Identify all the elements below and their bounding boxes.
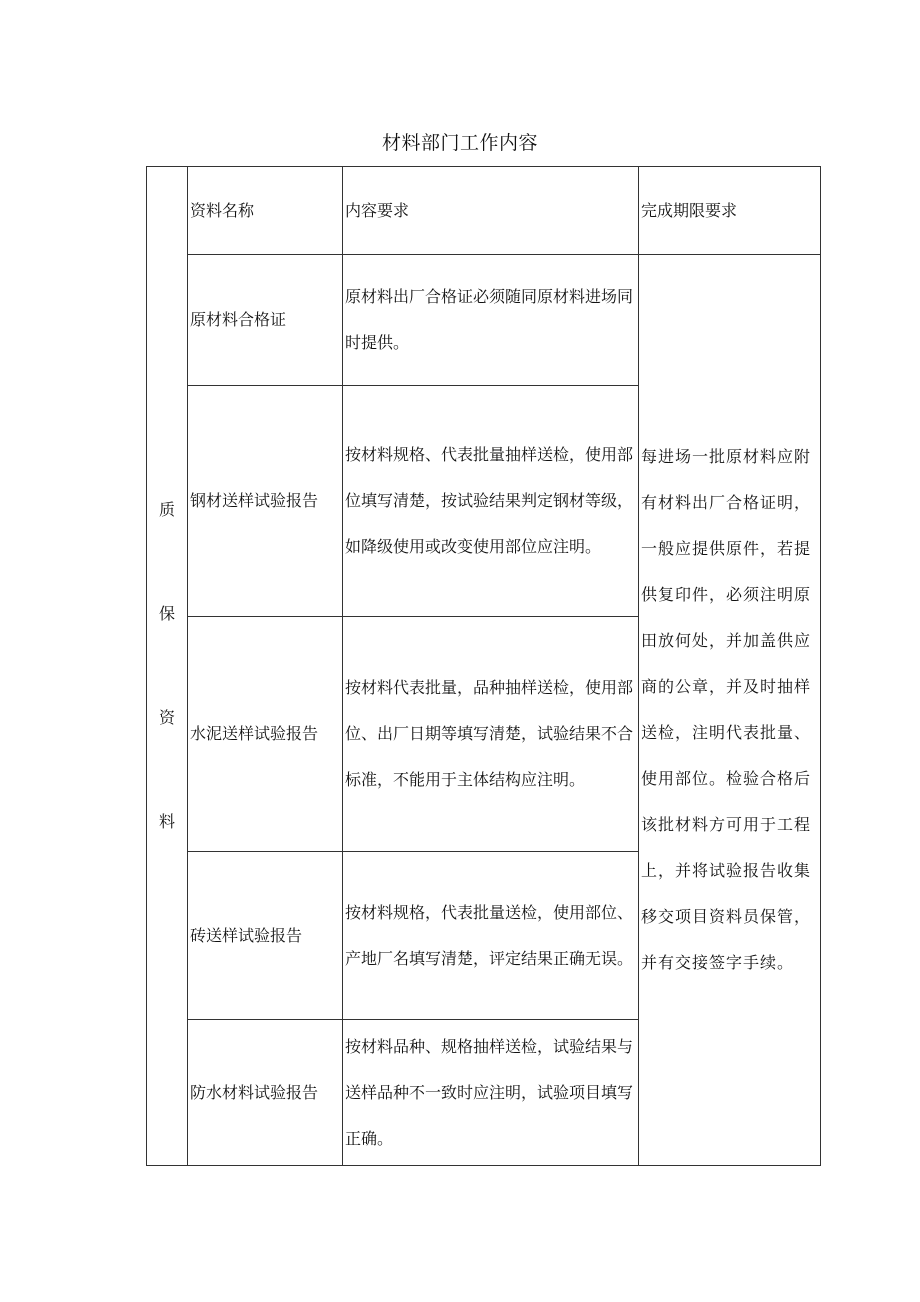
row-requirement: 按材料规格，代表批量送检，使用部位、产地厂名填写清楚，评定结果正确无误。 [343, 852, 639, 1020]
row-name: 防水材料试验报告 [188, 1020, 343, 1166]
materials-table [146, 166, 821, 1166]
header-requirement: 内容要求 [343, 167, 639, 255]
side-label-cell [147, 167, 188, 1166]
deadline-cell: 每进场一批原材料应附有材料出厂合格证明，一般应提供原件，若提供复印件，必须注明原田放何处，并加盖供应商的公章，并及时抽样送检，注明代表批量、使用部位。检验合格后该批材料方可用于工程上，并将试验报告收集移交项目资料员保管，并有交接签字手续。 [639, 255, 821, 1166]
side-label: 质保资料 [158, 500, 175, 831]
header-deadline: 完成期限要求 [639, 167, 821, 255]
table-row [147, 255, 821, 386]
header-name: 资料名称 [188, 167, 343, 255]
row-name: 水泥送样试验报告 [188, 617, 343, 852]
row-name: 原材料合格证 [188, 255, 343, 386]
table-header-row [147, 167, 821, 255]
row-requirement: 按材料代表批量，品种抽样送检，使用部位、出厂日期等填写清楚，试验结果不合标准，不能用于主体结构应注明。 [343, 617, 639, 852]
row-requirement: 按材料规格、代表批量抽样送检，使用部位填写清楚，按试验结果判定钢材等级，如降级使用或改变使用部位应注明。 [343, 386, 639, 617]
page-title: 材料部门工作内容 [381, 132, 538, 154]
row-requirement: 按材料品种、规格抽样送检，试验结果与送样品种不一致时应注明，试验项目填写正确。 [343, 1020, 639, 1166]
row-name: 砖送样试验报告 [188, 852, 343, 1020]
row-requirement: 原材料出厂合格证必须随同原材料进场同时提供。 [343, 255, 639, 386]
row-name: 钢材送样试验报告 [188, 386, 343, 617]
